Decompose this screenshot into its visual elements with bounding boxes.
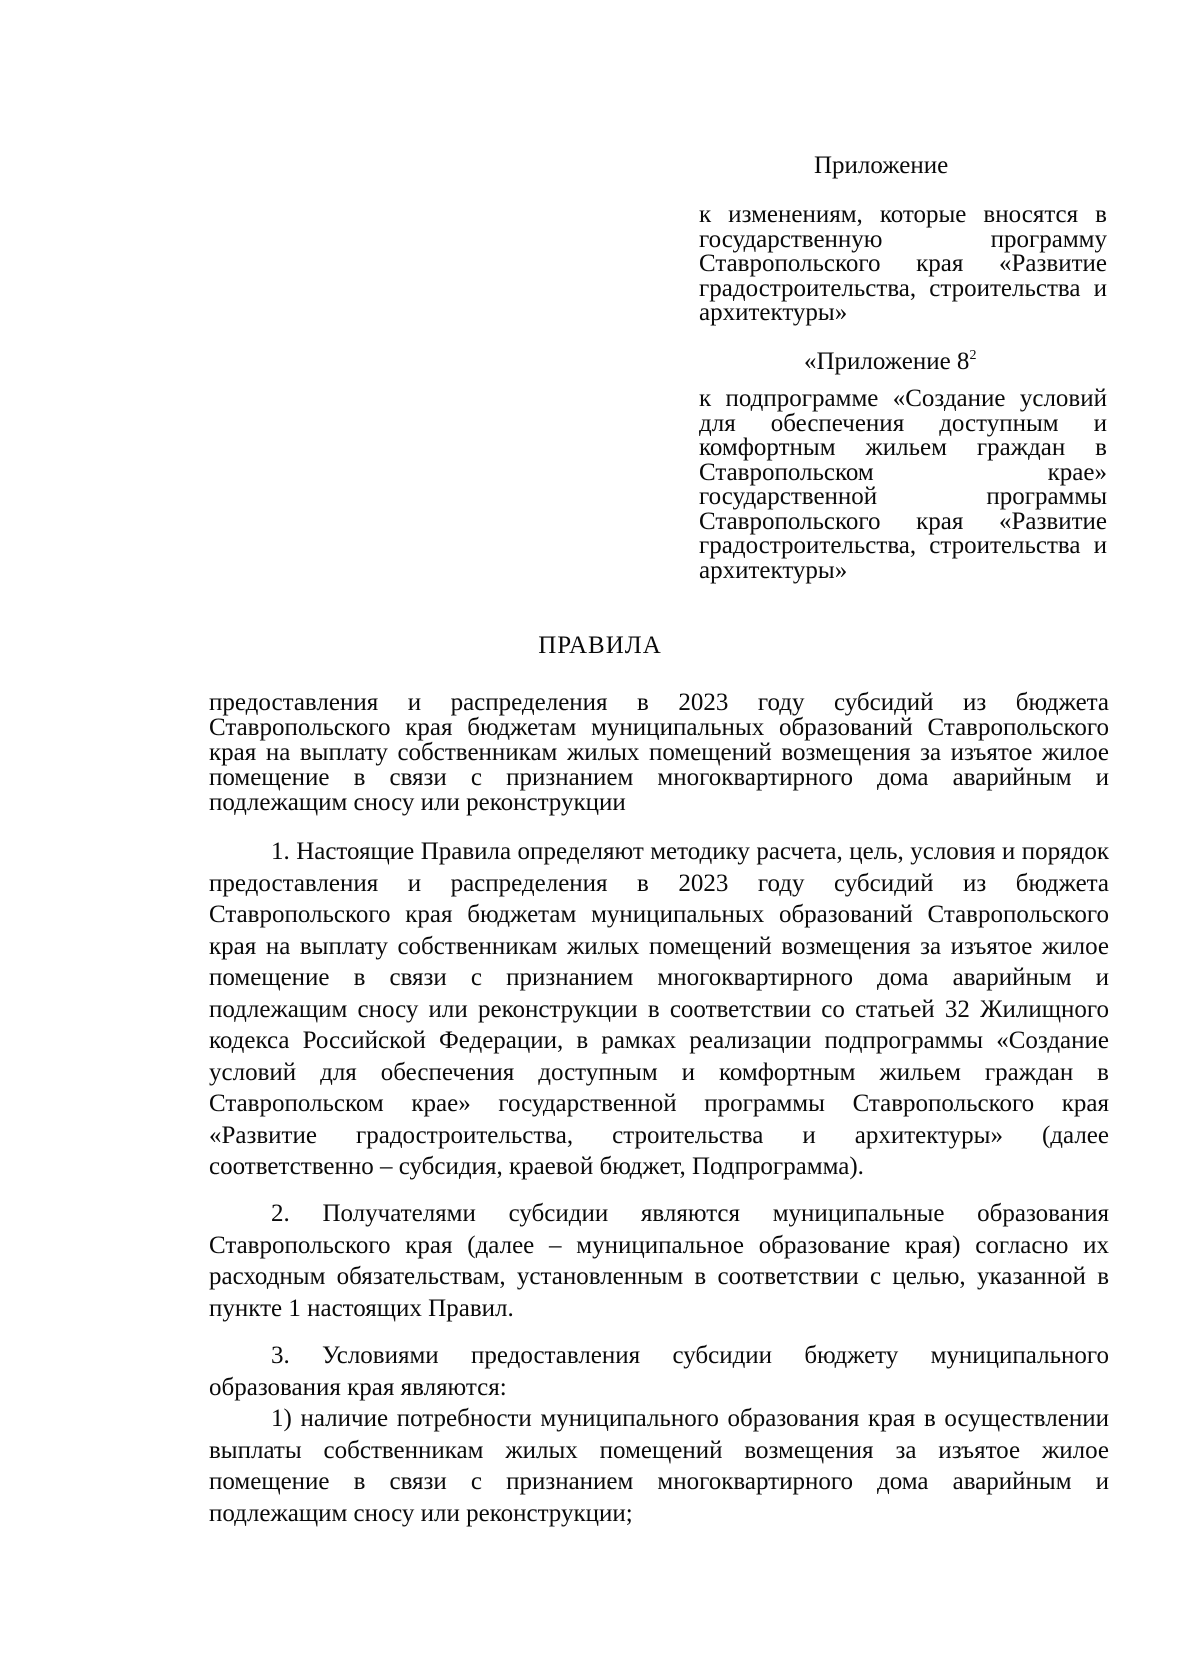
appendix-8-text: «Приложение 8 (804, 348, 970, 375)
document-title: ПРАВИЛА (538, 632, 662, 659)
paragraph-2: 2. Получателями субсидии являются муниципальные образования Ставропольского края (далее – муниципальное образование края) согласно их расходным обязательствам, установленным в соответствии с целью, указанной в пункте 1 настоящих Правил. (209, 1200, 1109, 1322)
appendix-title: Приложение (814, 152, 949, 179)
appendix-8-superscript: 2 (969, 348, 977, 363)
appendix-to-subprogram: к подпрограмме «Создание условий для обеспечения доступным и комфортным жильем граждан в Ставропольском крае» государственной программы Ставропольского края «Развитие градостроительства, строительства и архитектуры» (699, 385, 1107, 584)
paragraph-3-item-1: 1) наличие потребности муниципального образования края в осуществлении выплаты собственникам жилых помещений возмещения за изъятое жилое помещение в связи с признанием многоквартирного дома аварийным и подлежащим сносу или реконструкции; (209, 1405, 1109, 1527)
paragraph-1: 1. Настоящие Правила определяют методику расчета, цель, условия и порядок предоставления и распределения в 2023 году субсидий из бюджета Ставропольского края бюджетам муниципальных образований Ставропольского края на выплату собственникам жилых помещений возмещения за изъятое жилое помещение в связи с признанием многоквартирного дома аварийным и подлежащим сносу или реконструкции в соответствии со статьей 32 Жилищного кодекса Российской Федерации, в рамках реализации подпрограммы «Создание условий для обеспечения доступным и комфортным жильем граждан в Ставропольском крае» государственной программы Ставропольского края «Развитие градостроительства, строительства и архитектуры» (далее соответственно – субсидия, краевой бюджет, Подпрограмма). (209, 838, 1109, 1180)
appendix-8-label (804, 342, 976, 376)
appendix-to-changes: к изменениям, которые вносятся в государственную программу Ставропольского края «Развитие градостроительства, строительства и архитектуры» (699, 201, 1107, 326)
document-subtitle: предоставления и распределения в 2023 году субсидий из бюджета Ставропольского края бюджетам муниципальных образований Ставропольского края на выплату собственникам жилых помещений возмещения за изъятое жилое помещение в связи с признанием многоквартирного дома аварийным и подлежащим сносу или реконструкции (209, 689, 1109, 816)
paragraph-3: 3. Условиями предоставления субсидии бюджету муниципального образования края являются: (209, 1342, 1109, 1401)
